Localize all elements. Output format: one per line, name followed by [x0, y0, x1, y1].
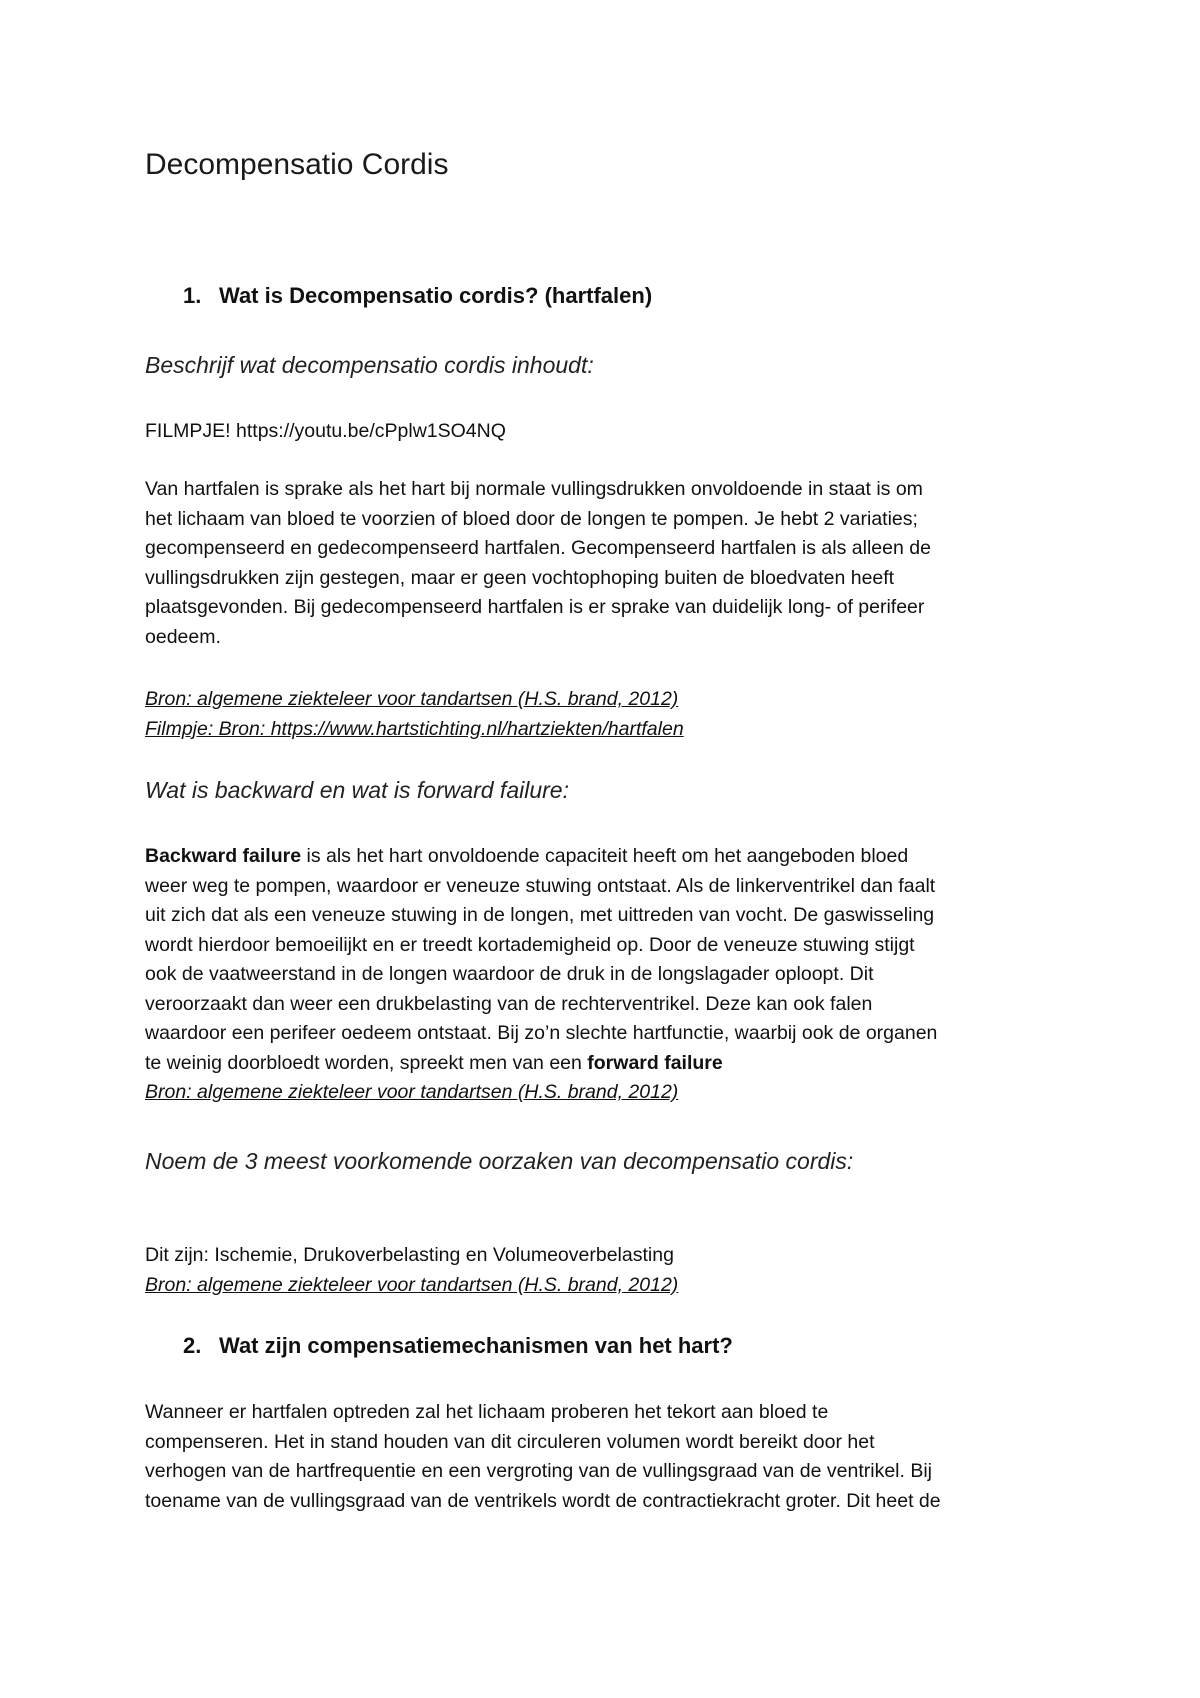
source-citation: Bron: algemene ziekteleer voor tandartsen (H.S. brand, 2012) [145, 1081, 679, 1103]
section-2-heading-text: Wat zijn compensatiemechanismen van het hart? [219, 1333, 733, 1358]
question-backward-forward: Wat is backward en wat is forward failure: [145, 777, 569, 803]
backward-line-rest: is als het hart onvoldoende capaciteit heeft om het aangeboden bloed [301, 845, 909, 867]
causes-line: Dit zijn: Ischemie, Drukoverbelasting en Volumeoverbelasting [145, 1244, 674, 1266]
source-citation: Bron: algemene ziekteleer voor tandartsen (H.S. brand, 2012) [145, 1273, 679, 1296]
paragraph-line: plaatsgevonden. Bij gedecompenseerd hartfalen is er sprake van duidelijk long- of perifeer [145, 596, 925, 618]
paragraph-line: Van hartfalen is sprake als het hart bij normale vullingsdrukken onvoldoende in staat is om [145, 478, 923, 500]
forward-failure-term: forward failure [587, 1051, 723, 1074]
section-1-heading-text: Wat is Decompensatio cordis? (hartfalen) [219, 283, 653, 308]
paragraph-line: Wanneer er hartfalen optreden zal het lichaam proberen het tekort aan bloed te [145, 1401, 829, 1423]
paragraph-line: compenseren. Het in stand houden van dit circuleren volumen wordt bereikt door het [145, 1430, 875, 1453]
definition-paragraph [145, 475, 1075, 652]
section-2-heading [183, 1333, 733, 1359]
paragraph-line: uit zich dat als een veneuze stuwing in de longen, met uittreden van vocht. De gaswisseling [145, 904, 935, 926]
section-1-heading [183, 283, 652, 309]
film-line [145, 417, 1075, 447]
paragraph-line: weer weg te pompen, waardoor er veneuze stuwing ontstaat. Als de linkerventrikel dan faalt [145, 874, 936, 897]
page-title: Decompensatio Cordis [145, 148, 449, 181]
backward-paragraph [145, 842, 1075, 1108]
paragraph-line [145, 1049, 1075, 1079]
paragraph-line: ook de vaatweerstand in de longen waardoor de druk in de longslagader oploopt. Dit [145, 963, 874, 985]
paragraph-line: waardoor een perifeer oedeem ontstaat. Bij zo’n slechte hartfunctie, waarbij ook de organen [145, 1022, 938, 1044]
paragraph-line: het lichaam van bloed te voorzien of bloed door de longen te pompen. Je hebt 2 variaties; [145, 507, 918, 530]
question-causes: Noem de 3 meest voorkomende oorzaken van decompensatio cordis: [145, 1148, 854, 1174]
question-describe: Beschrijf wat decompensatio cordis inhoudt: [145, 352, 594, 378]
paragraph-line [145, 842, 1075, 872]
paragraph-line: vullingsdrukken zijn gestegen, maar er geen vochtophoping buiten de bloedvaten heeft [145, 566, 895, 589]
paragraph-line: toename van de vullingsgraad van de ventrikels wordt de contractiekracht groter. Dit heet de [145, 1489, 941, 1512]
paragraph-line: verhogen van de hartfrequentie en een vergroting van de vullingsgraad van de ventrikel. Bij [145, 1460, 933, 1482]
causes-paragraph [145, 1241, 1075, 1300]
backward-failure-term: Backward failure [145, 845, 302, 867]
paragraph-line: wordt hierdoor bemoeilijkt en er treedt kortademigheid op. Door de veneuze stuwing stijgt [145, 933, 915, 956]
film-link-text: FILMPJE! https://youtu.be/cPplw1SO4NQ [145, 420, 506, 442]
section-2-number: 2. [183, 1333, 202, 1358]
source-citation-film[interactable]: Filmpje: Bron: https://www.hartstichting.nl/hartziekten/hartfalen [145, 717, 684, 740]
paragraph-line: veroorzaakt dan weer een drukbelasting van de rechterventrikel. Deze kan ook falen [145, 992, 873, 1015]
section-1-number: 1. [183, 283, 202, 308]
paragraph-line: oedeem. [145, 625, 221, 648]
compensation-paragraph [145, 1398, 1075, 1516]
forward-line-prefix: te weinig doorbloedt worden, spreekt men van een [145, 1051, 588, 1074]
source-citation: Bron: algemene ziekteleer voor tandartsen (H.S. brand, 2012) [145, 688, 679, 710]
paragraph-line: gecompenseerd en gedecompenseerd hartfalen. Gecompenseerd hartfalen is als alleen de [145, 537, 931, 559]
sources-block-1 [145, 685, 1075, 744]
